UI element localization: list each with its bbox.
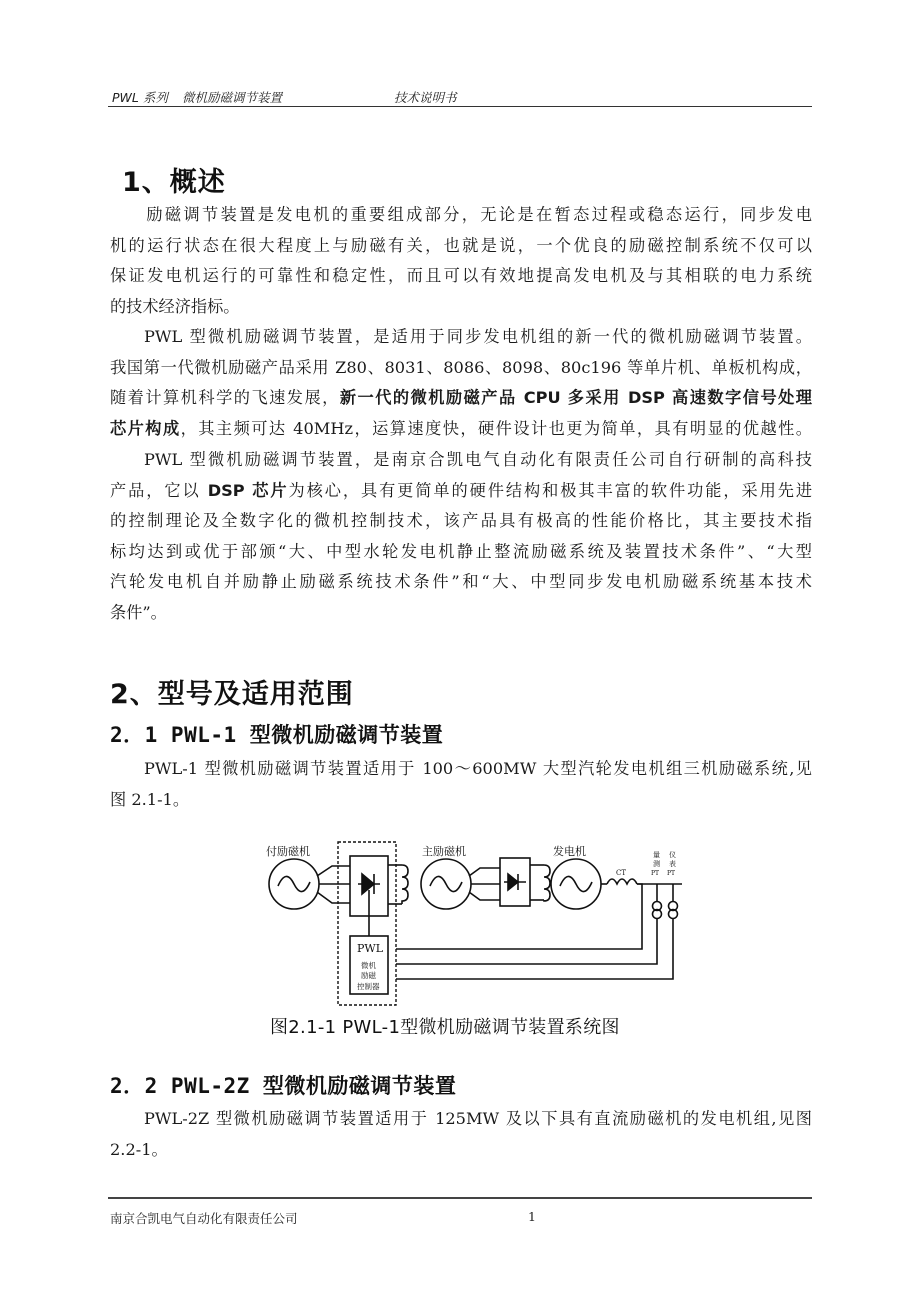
text-line: 图 2.1-1。 — [110, 789, 190, 809]
text-line: 机的运行状态在很大程度上与励磁有关，也就是说，一个优良的励磁控制系统不仅可以 — [110, 235, 812, 255]
svg-text:PT: PT — [667, 870, 676, 877]
text-line: 汽轮发电机自并励静止励磁系统技术条件”和“大、中型同步发电机励磁系统基本技术 — [110, 572, 812, 592]
header-product: 微机励磁调节装置 — [182, 90, 283, 105]
text-line: 标均达到或优于部颁“大、中型水轮发电机静止整流励磁系统及装置技术条件”、“大型 — [110, 541, 812, 561]
page-header — [112, 88, 808, 108]
section-1-paragraph-3 — [110, 445, 812, 629]
text-line: 随着计算机科学的飞速发展，新一代的微机励磁产品 CPU 多采用 DSP 高速数字信号处理 — [110, 388, 812, 408]
text-line: 的控制理论及全数字化的微机控制技术，该产品具有极高的性能价格比，其主要技术指 — [110, 511, 812, 531]
page-number: 1 — [528, 1209, 536, 1224]
main-exciter-label: 主励磁机 — [422, 845, 466, 858]
emphasis-text: 新一代的微机励磁产品 CPU 多采用 DSP 高速数字信号处理 — [339, 388, 812, 408]
subsection-2-2-title: 2．2 PWL-2Z 型微机励磁调节装置 — [110, 1074, 457, 1098]
svg-text:PT: PT — [651, 870, 660, 877]
header-doc-type: 技术说明书 — [394, 90, 457, 105]
aux-exciter-label: 付励磁机 — [266, 845, 310, 858]
footer-rule — [108, 1197, 812, 1199]
text-line: 保证发电机运行的可靠性和稳定性，而且可以有效地提高发电机及与其相联的电力系统 — [110, 266, 812, 286]
header-series: PWL 系列 — [112, 90, 168, 105]
subsection-2-1-paragraph — [110, 754, 812, 815]
text-line: 我国第一代微机励磁产品采用 Z80、8031、8086、8098、80c196 等单片机、单板机构成， — [110, 357, 812, 377]
text-line: 条件”。 — [110, 602, 167, 622]
svg-text:微机: 微机 — [361, 961, 376, 970]
text-line: 励磁调节装置是发电机的重要组成部分，无论是在暂态过程或稳态运行，同步发电 — [144, 205, 812, 224]
subsection-2-1-title: 2．1 PWL-1 型微机励磁调节装置 — [110, 723, 444, 747]
svg-text:仪: 仪 — [669, 851, 676, 859]
svg-text:测: 测 — [653, 860, 660, 868]
section-1-paragraph-1 — [110, 200, 812, 322]
svg-text:表: 表 — [669, 860, 676, 868]
ct-symbol — [607, 879, 637, 884]
text-line: 芯片构成，其主频可达 40MHz，运算速度快，硬件设计也更为简单，具有明显的优越性。 — [110, 418, 812, 438]
figure-caption: 图2.1-1 PWL-1型微机励磁调节装置系统图 — [270, 1017, 620, 1038]
text-line: PWL 型微机励磁调节装置，是适用于同步发电机组的新一代的微机励磁调节装置。 — [144, 327, 812, 346]
section-2-title: 2、型号及适用范围 — [110, 679, 354, 710]
footer-company: 南京合凯电气自动化有限责任公司 — [110, 1211, 298, 1226]
emphasis-text: 芯片构成 — [110, 418, 181, 438]
text-line: PWL 型微机励磁调节装置，是南京合凯电气自动化有限责任公司自行研制的高科技 — [144, 450, 812, 469]
section-1-title: 1、概述 — [122, 167, 226, 198]
header-rule — [108, 106, 812, 107]
text-line: PWL-2Z 型微机励磁调节装置适用于 125MW 及以下具有直流励磁机的发电机组,见图 — [144, 1109, 812, 1128]
svg-text:量: 量 — [653, 851, 660, 859]
text-line: 2.2-1。 — [110, 1139, 168, 1159]
svg-text:控制器: 控制器 — [357, 982, 380, 991]
svg-text:励磁: 励磁 — [361, 971, 376, 980]
ct-label: CT — [616, 869, 627, 877]
system-diagram-figure — [262, 838, 682, 1010]
generator-label: 发电机 — [553, 845, 586, 858]
emphasis-text: DSP 芯片 — [207, 480, 289, 500]
controller-title: PWL — [357, 942, 384, 955]
text-line: PWL-1 型微机励磁调节装置适用于 100～600MW 大型汽轮发电机组三机励磁系统,见 — [144, 759, 812, 778]
section-1-paragraph-2 — [110, 322, 812, 444]
text-line: 的技术经济指标。 — [110, 296, 240, 316]
text-line: 产品，它以 DSP 芯片为核心，具有更简单的硬件结构和极其丰富的软件功能，采用先进 — [110, 480, 813, 500]
subsection-2-2-paragraph — [110, 1104, 812, 1165]
